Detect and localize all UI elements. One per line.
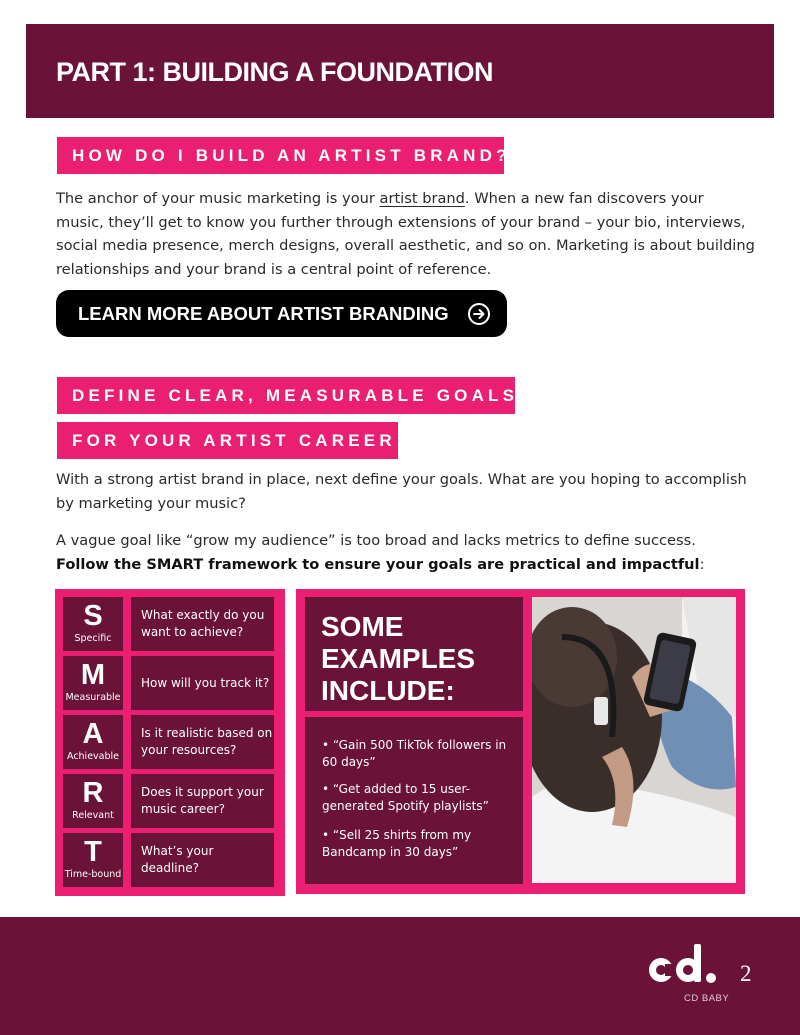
photo-illustration [532, 597, 736, 883]
smart-letter: A [82, 718, 104, 750]
paragraph-text: . When a new fan discovers your music, they’ll get to know you further through extensions of your brand – your bio, interviews, social media presence, merch designs, overall aesthetic, and so on. Marketing is about building relationships and your brand is a central point of reference. [56, 190, 755, 278]
smart-intro-paragraph [56, 529, 756, 576]
examples-title-box [305, 597, 523, 711]
example-item: • “Get added to 15 user-generated Spotify playlists” [322, 782, 489, 813]
smart-letter: M [80, 659, 106, 691]
smart-letter: S [83, 600, 103, 632]
page-number: 2 [740, 961, 752, 986]
examples-panel [296, 589, 745, 894]
smart-word: Time-bound [64, 869, 122, 880]
paragraph-text: The anchor of your music marketing is your [56, 190, 380, 207]
arrow-right-circle-icon [467, 302, 491, 326]
smart-letter-box [63, 833, 123, 887]
artist-brand-link[interactable]: artist brand [379, 190, 465, 207]
smart-framework-callout: Follow the SMART framework to ensure your goals are practical and impactful [56, 555, 700, 573]
smart-letter-box [63, 656, 123, 710]
smart-word: Achievable [66, 751, 120, 762]
cd-baby-logo-text: CD BABY [684, 993, 730, 1004]
smart-word: Relevant [72, 810, 114, 821]
goals-paragraph: With a strong artist brand in place, next define your goals. What are you hoping to accomplish by marketing your music? [56, 471, 747, 512]
smart-question: What’s your deadline? [131, 833, 274, 887]
page-title: PART 1: BUILDING A FOUNDATION [56, 57, 493, 87]
person-with-phone-photo [532, 597, 736, 883]
header-bar [26, 24, 774, 118]
smart-letter: R [82, 777, 104, 809]
paragraph-text: A vague goal like “grow my audience” is too broad and lacks metrics to define success. [56, 532, 696, 549]
example-item: • “Sell 25 shirts from my Bandcamp in 30 days” [322, 828, 472, 859]
examples-title: SOME EXAMPLES INCLUDE: [321, 611, 476, 706]
smart-letter: T [84, 836, 102, 868]
smart-question: What exactly do you want to achieve? [131, 597, 274, 651]
section-heading-goals-line1: DEFINE CLEAR, MEASURABLE GOALS [57, 377, 515, 414]
cd-baby-logo [648, 940, 720, 992]
smart-question: How will you track it? [131, 656, 274, 710]
smart-letter-box [63, 774, 123, 828]
section-heading-artist-brand: HOW DO I BUILD AN ARTIST BRAND? [57, 137, 504, 174]
artist-brand-paragraph [56, 187, 756, 281]
smart-question: Does it support your music career? [131, 774, 274, 828]
smart-word: Specific [74, 633, 112, 644]
cta-label: LEARN MORE ABOUT ARTIST BRANDING [78, 302, 449, 324]
smart-letter-box [63, 597, 123, 651]
example-item: • “Gain 500 TikTok followers in 60 days” [322, 738, 507, 769]
smart-framework-panel [55, 589, 285, 896]
smart-question: Is it realistic based on your resources? [131, 715, 274, 769]
paragraph-text: : [699, 555, 705, 573]
learn-more-artist-branding-button[interactable] [56, 290, 507, 337]
examples-list [305, 717, 523, 884]
smart-letter-box [63, 715, 123, 769]
section-heading-goals-line2: FOR YOUR ARTIST CAREER [57, 422, 398, 459]
smart-word: Measurable [65, 692, 121, 703]
